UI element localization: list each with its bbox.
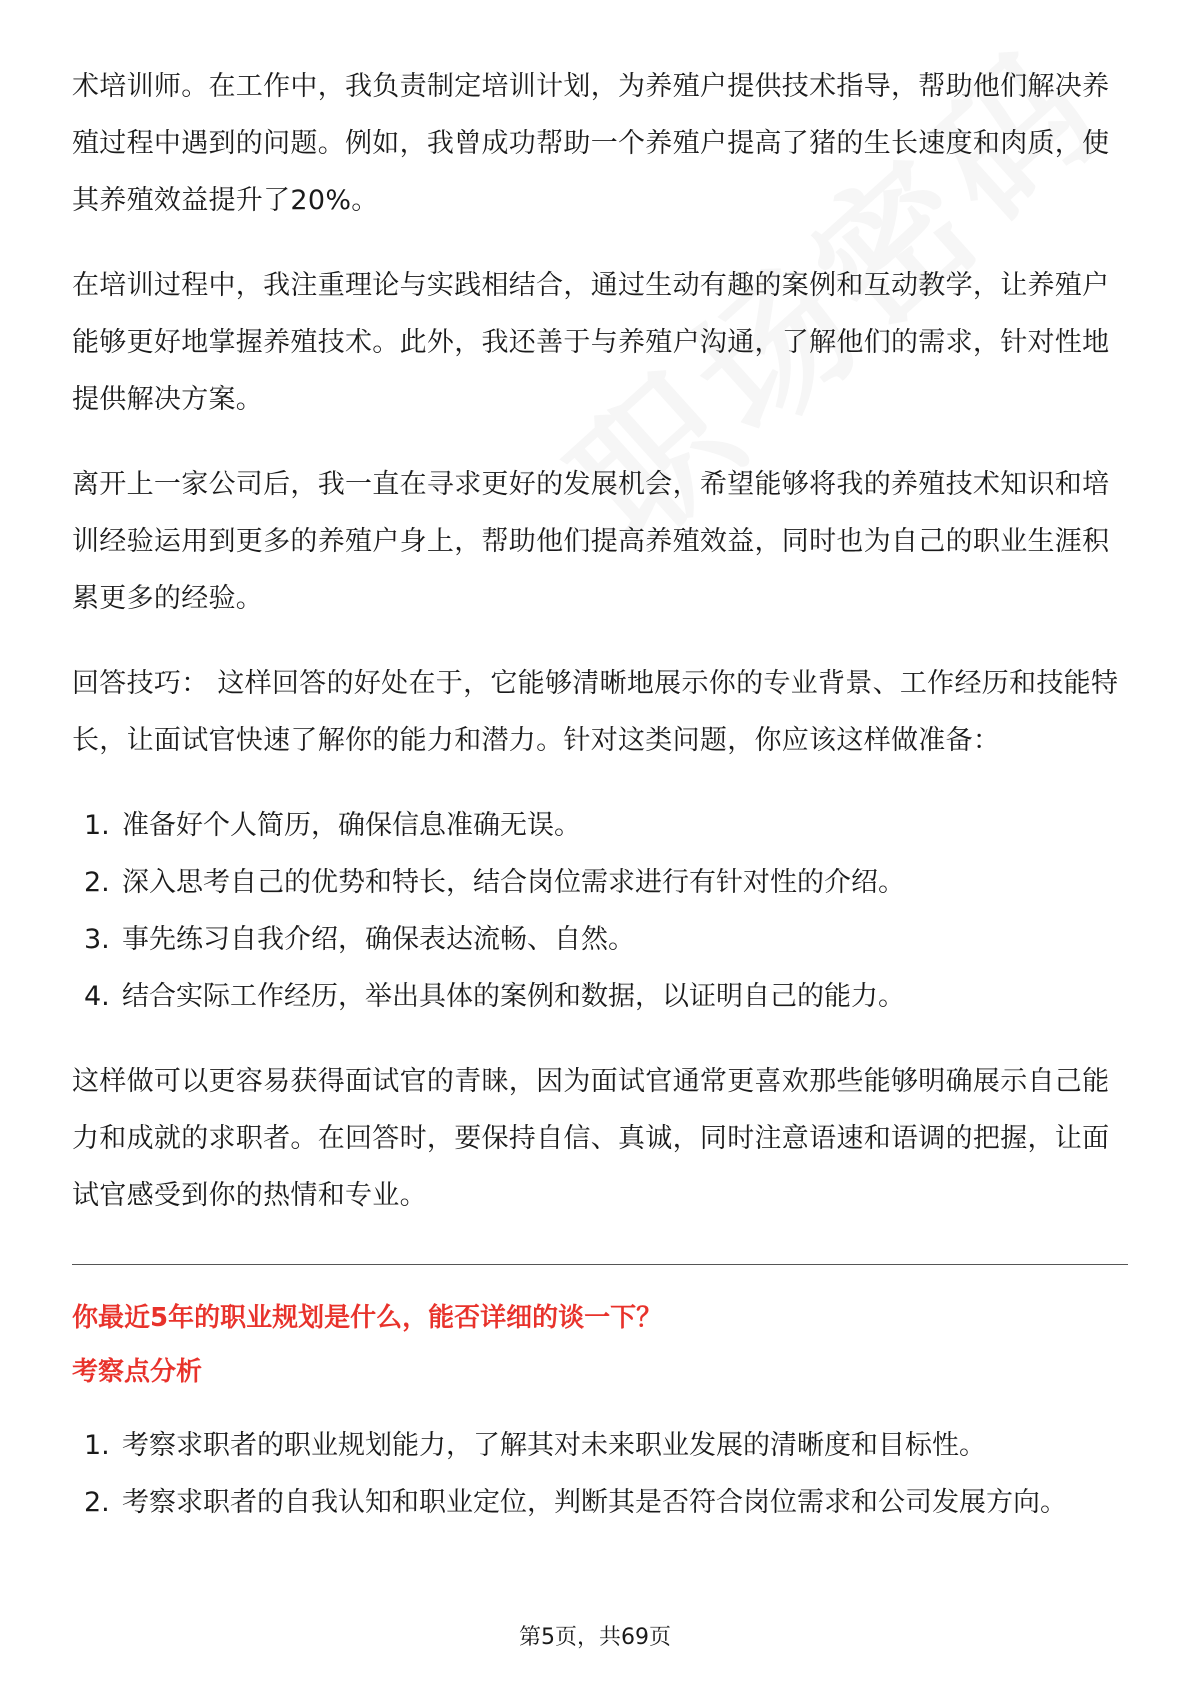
list-item bbox=[84, 1474, 1128, 1531]
list-item-text: 考察求职者的自我认知和职业定位，判断其是否符合岗位需求和公司发展方向。 bbox=[122, 1487, 1067, 1518]
list-item bbox=[84, 854, 1128, 911]
answer-tips-paragraph: 回答技巧： 这样回答的好处在于，它能够清晰地展示你的专业背景、工作经历和技能特长，让面试官快速了解你的能力和潜力。针对这类问题，你应该这样做准备： bbox=[72, 668, 1119, 756]
closing-paragraph: 这样做可以更容易获得面试官的青睐，因为面试官通常更喜欢那些能够明确展示自己能力和成就的求职者。在回答时，要保持自信、真诚，同时注意语速和语调的把握，让面试官感受到你的热情和专业。 bbox=[72, 1066, 1110, 1211]
list-number: 2. bbox=[84, 1487, 110, 1518]
question-heading: 你最近5年的职业规划是什么，能否详细的谈一下？ bbox=[72, 1303, 663, 1333]
page-footer: 第5页，共69页 bbox=[519, 1625, 671, 1650]
paragraph: 术培训师。在工作中，我负责制定培训计划，为养殖户提供技术指导，帮助他们解决养殖过程中遇到的问题。例如，我曾成功帮助一个养殖户提高了猪的生长速度和肉质，使其养殖效益提升了20%。 bbox=[72, 71, 1110, 216]
list-item-text: 考察求职者的职业规划能力，了解其对未来职业发展的清晰度和目标性。 bbox=[122, 1430, 986, 1461]
list-number: 4. bbox=[84, 981, 110, 1012]
section-divider bbox=[72, 1264, 1128, 1265]
paragraph: 离开上一家公司后，我一直在寻求更好的发展机会，希望能够将我的养殖技术知识和培训经验运用到更多的养殖户身上，帮助他们提高养殖效益，同时也为自己的职业生涯积累更多的经验。 bbox=[72, 469, 1110, 614]
list-number: 1. bbox=[84, 1430, 110, 1461]
list-item bbox=[84, 1417, 1128, 1474]
tips-list bbox=[72, 797, 1128, 1025]
paragraph: 在培训过程中，我注重理论与实践相结合，通过生动有趣的案例和互动教学，让养殖户能够更好地掌握养殖技术。此外，我还善于与养殖户沟通，了解他们的需求，针对性地提供解决方案。 bbox=[72, 270, 1110, 415]
list-item-text: 结合实际工作经历，举出具体的案例和数据，以证明自己的能力。 bbox=[122, 981, 905, 1012]
list-item-text: 事先练习自我介绍，确保表达流畅、自然。 bbox=[122, 924, 635, 955]
page-content bbox=[72, 58, 1128, 1559]
analysis-title: 考察点分析 bbox=[72, 1357, 203, 1387]
list-number: 3. bbox=[84, 924, 110, 955]
list-item-text: 深入思考自己的优势和特长，结合岗位需求进行有针对性的介绍。 bbox=[122, 867, 905, 898]
list-item bbox=[84, 968, 1128, 1025]
list-number: 2. bbox=[84, 867, 110, 898]
list-item bbox=[84, 911, 1128, 968]
list-item bbox=[84, 797, 1128, 854]
analysis-list bbox=[72, 1417, 1128, 1531]
list-number: 1. bbox=[84, 810, 110, 841]
list-item-text: 准备好个人简历，确保信息准确无误。 bbox=[122, 810, 581, 841]
